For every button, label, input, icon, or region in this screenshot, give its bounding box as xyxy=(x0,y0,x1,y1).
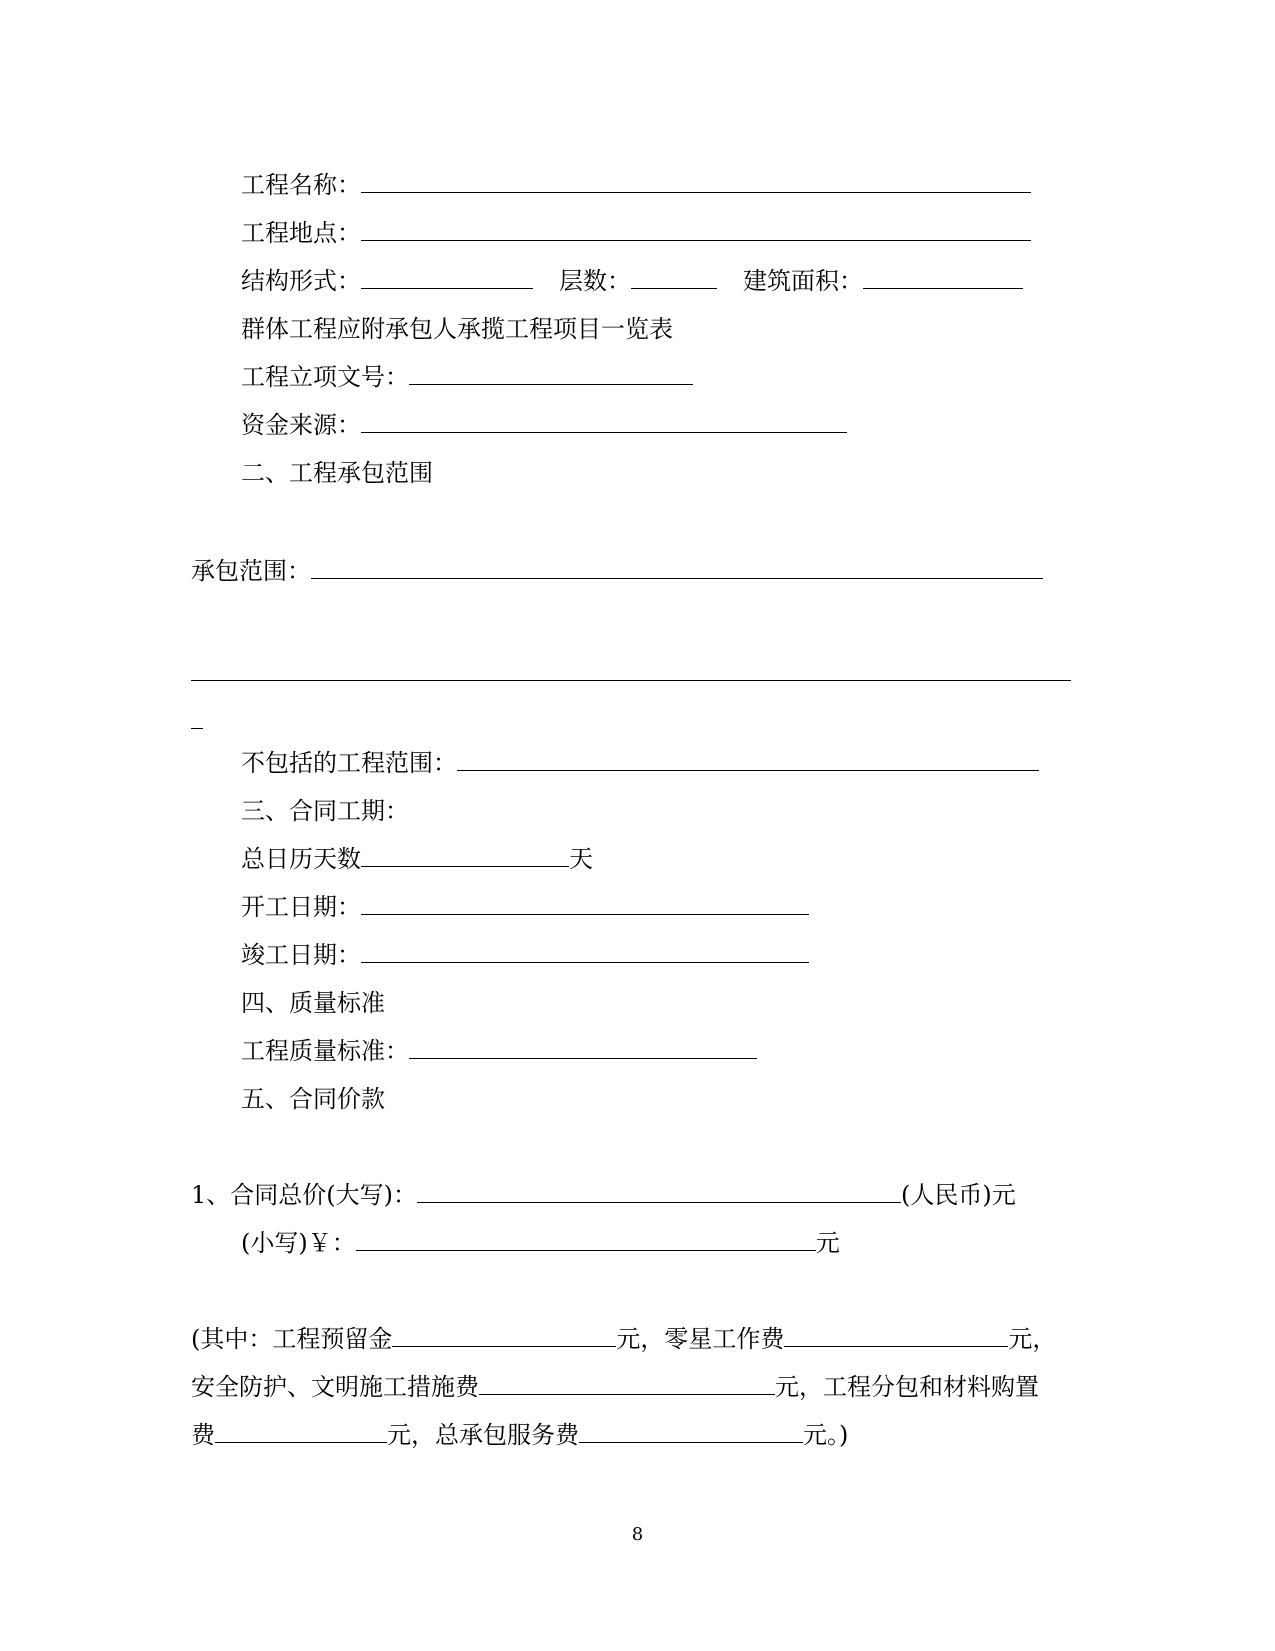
price-lower-unit: 元 xyxy=(815,1229,840,1257)
project-name-label: 工程名称： xyxy=(241,171,361,199)
reserve-fund-blank[interactable] xyxy=(392,1324,616,1347)
floors-label: 层数： xyxy=(559,267,631,295)
building-area-blank[interactable] xyxy=(863,266,1023,289)
section5-text: 五、合同价款 xyxy=(241,1085,385,1113)
breakdown-1a: (其中：工程预留金 xyxy=(191,1325,393,1353)
scope-continuation-blank[interactable] xyxy=(191,680,1071,681)
price-lower-line xyxy=(241,1228,840,1258)
start-date-line xyxy=(241,892,809,922)
structure-form-blank[interactable] xyxy=(361,266,533,289)
approval-no-blank[interactable] xyxy=(409,362,693,385)
project-location-line xyxy=(241,218,1031,248)
excluded-scope-label: 不包括的工程范围： xyxy=(241,749,457,777)
section3-heading xyxy=(241,796,409,826)
section2-heading xyxy=(241,458,433,488)
structure-line xyxy=(241,266,1023,296)
approval-no-label: 工程立项文号： xyxy=(241,363,409,391)
section5-heading xyxy=(241,1084,385,1114)
breakdown-1b: 元，零星工作费 xyxy=(616,1325,785,1353)
safety-measures-fee-blank[interactable] xyxy=(479,1372,775,1395)
total-price-upper-line xyxy=(191,1180,1016,1210)
breakdown-1c: 元， xyxy=(1008,1325,1057,1353)
floors-blank[interactable] xyxy=(631,266,717,289)
project-name-blank[interactable] xyxy=(361,170,1031,193)
section4-text: 四、质量标准 xyxy=(241,989,385,1017)
completion-date-label: 竣工日期： xyxy=(241,941,361,969)
general-contract-service-fee-blank[interactable] xyxy=(579,1420,803,1443)
quality-standard-label: 工程质量标准： xyxy=(241,1037,409,1065)
group-note-line xyxy=(241,314,673,344)
project-location-label: 工程地点： xyxy=(241,219,361,247)
total-days-blank[interactable] xyxy=(361,844,569,867)
quality-standard-blank[interactable] xyxy=(409,1036,757,1059)
breakdown-line-3 xyxy=(191,1420,848,1450)
scope-blank[interactable] xyxy=(311,556,1043,579)
project-name-line xyxy=(241,170,1031,200)
excluded-scope-line xyxy=(241,748,1039,778)
breakdown-3a: 费 xyxy=(191,1421,215,1449)
project-location-blank[interactable] xyxy=(361,218,1031,241)
start-date-label: 开工日期： xyxy=(241,893,361,921)
completion-date-line xyxy=(241,940,809,970)
fund-source-label: 资金来源： xyxy=(241,411,361,439)
building-area-label: 建筑面积： xyxy=(743,267,863,295)
breakdown-line-2 xyxy=(191,1372,1039,1402)
section3-text: 三、合同工期： xyxy=(241,797,409,825)
breakdown-2b: 元，工程分包和材料购置 xyxy=(775,1373,1039,1401)
fund-source-blank[interactable] xyxy=(361,410,847,433)
page-number: 8 xyxy=(631,1524,644,1545)
approval-no-line xyxy=(241,362,693,392)
breakdown-3c: 元。) xyxy=(803,1421,849,1449)
start-date-blank[interactable] xyxy=(361,892,809,915)
breakdown-3b: 元，总承包服务费 xyxy=(387,1421,579,1449)
breakdown-2a: 安全防护、文明施工措施费 xyxy=(191,1373,479,1401)
fund-source-line xyxy=(241,410,847,440)
section4-heading xyxy=(241,988,385,1018)
structure-form-label: 结构形式： xyxy=(241,267,361,295)
scope-continuation-tail xyxy=(191,728,203,729)
group-note-text: 群体工程应附承包人承揽工程项目一览表 xyxy=(241,315,673,343)
price-lower-blank[interactable] xyxy=(356,1228,816,1251)
total-price-upper-blank[interactable] xyxy=(417,1180,901,1203)
excluded-scope-blank[interactable] xyxy=(457,748,1039,771)
daywork-fee-blank[interactable] xyxy=(784,1324,1008,1347)
scope-label: 承包范围： xyxy=(191,557,311,585)
breakdown-line-1 xyxy=(191,1324,1056,1354)
quality-standard-line xyxy=(241,1036,757,1066)
subcontract-material-fee-blank[interactable] xyxy=(215,1420,387,1443)
total-days-line xyxy=(241,844,593,874)
days-unit: 天 xyxy=(569,845,593,873)
total-price-upper-label: 1、合同总价(大写)： xyxy=(191,1181,417,1209)
section2-text: 二、工程承包范围 xyxy=(241,459,433,487)
total-days-label: 总日历天数 xyxy=(241,845,361,873)
rmb-yuan-text: (人民币)元 xyxy=(901,1181,1016,1209)
price-lower-label: (小写)￥： xyxy=(241,1229,356,1257)
completion-date-blank[interactable] xyxy=(361,940,809,963)
scope-line xyxy=(191,556,1043,586)
